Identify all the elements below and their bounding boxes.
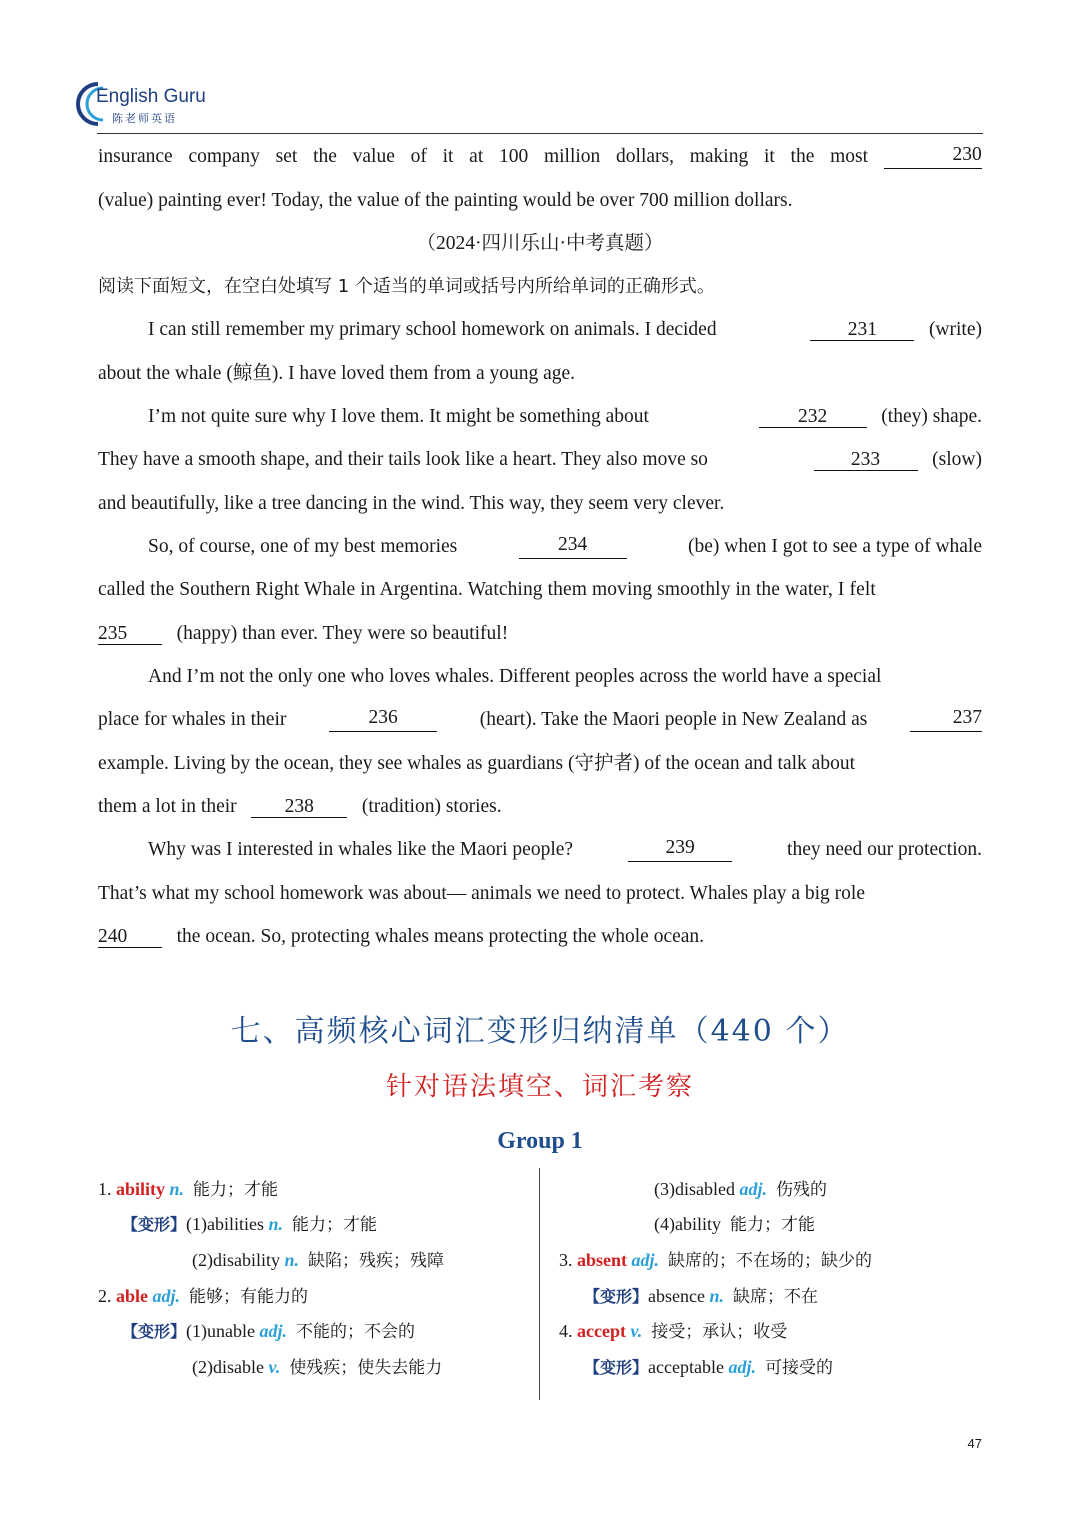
blank-234[interactable]: 234 (519, 535, 627, 559)
section-subtitle: 针对语法填空、词汇考察 (385, 1072, 694, 1102)
passage-line-2: (value) painting ever! Today, the value of the painting would be over 700 million dollars. (98, 190, 793, 211)
passage-line: about the whale (鲸鱼). I have loved them from a young age. (98, 363, 576, 384)
blank-236[interactable]: 236 (329, 708, 437, 732)
blank-233[interactable]: 233 (814, 450, 918, 471)
blank-237[interactable]: 237 (910, 708, 982, 732)
passage-line: I’m not quite sure why I love them. It might be something about 232 (they) shape. (148, 406, 982, 427)
passage-line: That’s what my school homework was about— animals we need to protect. Whales play a big role (98, 883, 865, 904)
word: the (790, 146, 815, 167)
vocab-form: 【变形】(1)unable adj. 不能的；不会的 (122, 1321, 415, 1342)
blank-232[interactable]: 232 (759, 407, 867, 428)
passage-line: 240 the ocean. So, protecting whales means protecting the whole ocean. (98, 926, 705, 947)
passage-line: place for whales in their 236 (heart). Take the Maori people in New Zealand as 237 (98, 707, 982, 730)
logo-text: English Guru (96, 86, 206, 107)
word: million (543, 146, 601, 167)
blank-239[interactable]: 239 (628, 838, 732, 862)
word: of (410, 146, 427, 167)
passage-line: example. Living by the ocean, they see whales as guardians (守护者) of the ocean and talk about (98, 753, 855, 774)
word: 100 (498, 146, 529, 167)
word: at (469, 146, 484, 167)
word: it (763, 146, 775, 167)
passage-line: them a lot in their 238 (tradition) stories. (98, 796, 502, 817)
passage-line: and beautifully, like a tree dancing in the wind. This way, they seem very clever. (98, 493, 725, 514)
word: set (275, 146, 298, 167)
blank-230[interactable]: 230 (884, 145, 982, 169)
word: value (352, 146, 395, 167)
vocab-form: (2)disable v. 使残疾；使失去能力 (192, 1357, 443, 1378)
blank-240[interactable]: 240 (98, 927, 162, 948)
header-divider (97, 133, 983, 134)
vocab-form: 【变形】absence n. 缺席；不在 (584, 1286, 818, 1307)
vocab-form: (3)disabled adj. 伤残的 (654, 1179, 827, 1200)
vocab-item: 4. accept v. 接受；承认；收受 (559, 1321, 788, 1342)
vocab-form: 【变形】acceptable adj. 可接受的 (584, 1357, 833, 1378)
word: dollars, (616, 146, 674, 167)
word: it (442, 146, 454, 167)
blank-235[interactable]: 235 (98, 624, 162, 645)
passage-line: 235 (happy) than ever. They were so beautiful! (98, 623, 509, 644)
vocab-item: 2. able adj. 能够；有能力的 (98, 1286, 309, 1307)
vocab-form: (2)disability n. 缺陷；残疾；残障 (192, 1250, 445, 1271)
passage-line: So, of course, one of my best memories 234 (be) when I got to see a type of whale (148, 534, 982, 557)
instruction: 阅读下面短文，在空白处填写 1 个适当的单词或括号内所给单词的正确形式。 (98, 276, 715, 297)
passage-line-1 (98, 145, 982, 169)
word: most (830, 146, 869, 167)
passage-line: I can still remember my primary school homework on animals. I decided 231 (write) (148, 319, 982, 340)
passage-line: They have a smooth shape, and their tails look like a heart. They also move so 233 (slow) (98, 449, 982, 470)
word: making (689, 146, 749, 167)
word: insurance (98, 146, 173, 167)
vocab-form: (4)ability 能力；才能 (654, 1214, 815, 1235)
blank-238[interactable]: 238 (251, 797, 347, 818)
vocab-item: 1. ability n. 能力；才能 (98, 1179, 279, 1200)
vocab-form: 【变形】(1)abilities n. 能力；才能 (122, 1214, 378, 1235)
word: company (188, 146, 260, 167)
page-number: 47 (967, 1436, 982, 1451)
vocab-item: 3. absent adj. 缺席的；不在场的；缺少的 (559, 1250, 873, 1271)
passage-line: Why was I interested in whales like the Maori people? 239 they need our protection. (148, 837, 982, 860)
word: the (313, 146, 337, 167)
group-title: Group 1 (497, 1128, 583, 1154)
source-label: （2024·四川乐山·中考真题） (416, 233, 664, 254)
passage-line: And I’m not the only one who loves whales. Different peoples across the world have a special (148, 666, 882, 687)
column-divider (539, 1168, 540, 1400)
logo-subtext: 陈老师英语 (112, 112, 177, 125)
passage-line: called the Southern Right Whale in Argentina. Watching them moving smoothly in the water, I felt (98, 579, 876, 600)
blank-231[interactable]: 231 (810, 320, 914, 341)
section-title: 七、高频核心词汇变形归纳清单（440 个） (230, 1014, 850, 1049)
